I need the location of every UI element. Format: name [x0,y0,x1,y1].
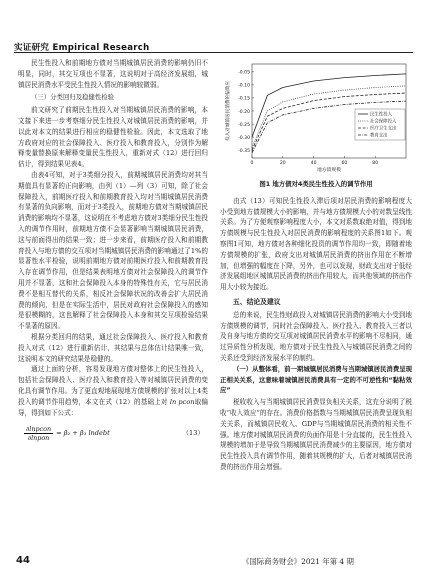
x-tick-label: 80 [372,161,379,166]
paragraph: 税收收入与当期城镇居民消费显负相关关系，这充分说明了税收“收入效应”的存在。消费价格指数与当期城镇居民消费呈现负相关关系，而城镇居民收入、GDP与当期城镇居民消费的相关性不强。地方债对城镇居民消费的负面作用是十分直接的，民生性投入规模的增加于是导致当期城镇居民消费减少的主要原因，地方债对民生性投入具有调节作用，随着其规模的扩大，后者对城镇居民消费的挤出作用会增强。 [220,398,412,471]
x-axis-label: 地方债规模 [317,168,341,173]
paragraph: 由式（13）可知民生性投入滞后项对居民消费的影响程度大小受到地方债规模大小的影响，并与地方债规模大小的对数呈线性关系。为了方便观察影响程度大小，本文对系数取绝对值，得到地方债规模与民生性投入对居民消费的影响程度的关系图1如下。观察图1可知，地方债对各种细化投资的调节作用均一致，即随着地方债规模的扩张，政府支出对城镇居民消费的挤出作用在不断增加，但增强的幅度在下降，另外，也可以发现，财政支出对于低经济发展组地区城镇居民消费的挤出作用较大，而其他领域的挤出作用大小较为接近。 [220,196,412,292]
x-tick-label: 20 [279,161,286,166]
equation-rhs: = β₂ + β₃ lndebt [56,428,110,437]
equation-number: （13） [182,428,204,437]
figure-1 [220,58,412,176]
equation-13 [18,422,208,444]
equation-fraction [24,425,53,442]
journal-footer: 《国际商务财会》2021 年第 4 期 [242,557,354,566]
x-tick-label: 60 [341,161,348,166]
right-column [220,58,412,473]
y-tick-label: -0.15 [238,96,250,102]
y-tick-label: -0.05 [238,70,250,76]
y-tick-label: -0.30 [238,135,250,141]
line-chart [220,58,412,176]
paragraph: 前文研究了前期民生性投入对当期城镇居民消费的影响，本文接下来进一步考察细分民生性投入对城镇居民消费的影响，并以此对本文的结果进行相应的稳健性检验。因此，本文选取了地方政府对应的社会保障投入、医疗投入和教育投入，分别作为解释变量替换原来解释变量民生性投入，重新对式（12）进行回归估计，得到结果见表4。 [18,106,208,169]
math-inline: ln pcon [169,397,195,406]
y-tick-label: -0.10 [238,83,250,89]
y-tick-label: -0.35 [238,148,250,154]
page-number: 44 [16,555,30,566]
bold-heading: （一）从整体看，前一期城镇居民消费与当期城镇居民消费呈现正相关关系，这意味着城镇居民消费具有一定的不可逆性和“黏粘效应” [220,364,412,395]
paragraph-text: 取偏导，得到如下公式： [18,397,208,417]
legend-label: 医疗卫生支出 [370,126,397,132]
subsection-heading: （三）分类回归及稳健性检验 [31,93,115,102]
section-title: 实证研究 Empirical Research [14,43,150,53]
header-band [0,0,427,40]
x-tick-label: 0 [250,161,254,166]
equation-denominator: ∂lnpon [27,433,50,442]
paragraph: 民生性投入和前期地方债对当期城镇居民消费的影响仍旧不明显，同时，其交互项也不显著，这说明对于高经济发展组，城镇居民消费水平受民生性投入情况的影响较微弱。 [18,59,208,89]
equation-numerator: ∂lnpcon [26,424,52,433]
figure-caption: 图1 地方债对4类民生性投入的调节作用 [259,180,373,188]
header-divider [14,52,413,53]
legend-label: 社会保障投入 [370,119,397,125]
y-tick-label: -0.25 [238,122,250,128]
paragraph: 根据分类回归的结果，通过社会保障投入、医疗投入和教育投入对式（12）进行重新估计，其结果与总体估计结果唯一致，这说明本文的研究结果是稳健的。 [18,332,208,363]
section-heading: 五、结论及建议 [233,297,281,306]
left-column [18,58,208,444]
x-tick-label: 40 [310,161,317,166]
paragraph [18,364,208,418]
legend-label: 教育支出 [370,133,388,139]
y-axis-label: 投入对城镇居民消费的偏效应 [226,81,231,141]
paragraph: 由表4可知，对于3类细分投入，前期城镇居民消费均对其当期值具有显著的正向影响，由列（1）—列（3）可知，除了社会保障投入，前期医疗投入和前期教育投入均对当期城镇居民消费有显著的负向影响，而对于3类投入，前期地方债对当期城镇居民消费的影响均不显著，这说明在不考虑地方债对3类细分民生性投入的调节作用时，前期地方债不会显著影响当期城镇居民消费，这与前面得出的结果一致；进一步来看，前期医疗投入和前期教育投入与地方债的交互项对当期城镇居民消费的影响通过了1%的显著性水平检验，说明前期地方债对前期医疗投入和前期教育投入存在调节作用，但是结果表明地方债对社会保障投入的调节作用并不显著，这和社会保障投入本身的特殊性有关，它与居民消费不是相互替代的关系，相反社会保障状况的改善会扩大居民消费的倾向，但是在实际生活中，居民对政府社会保障投入的感知是很模糊的，这也解释了社会保障投入本身和其交互项检验结果不显著的原因。 [18,170,208,331]
paragraph-text: 通过上面的分析，容易发现地方债对整体上的民生性投入，包括社会保障投入、医疗投入和教育投入等对城镇居民消费的变化具有调节作用。为了更直观地展现地方债规模的扩张对以上4类投入的调节作用趋势，本文在式（12）的基础上对 [18,365,208,406]
paragraph: 总的来说，民生性财政投入对城镇居民消费的影响大小受到地方债规模的调节，同时社会保障投入、医疗投入、教育投入三者以及自身与地方债的交互项对城镇居民消费水平的影响不尽相同，通过异质性分析发现，地方债对于民生性投入与城镇居民消费之间的关系还受到经济发展水平的制约。 [220,310,412,362]
legend-label: 民生性投入 [370,112,392,118]
y-tick-label: -0.20 [238,109,250,115]
